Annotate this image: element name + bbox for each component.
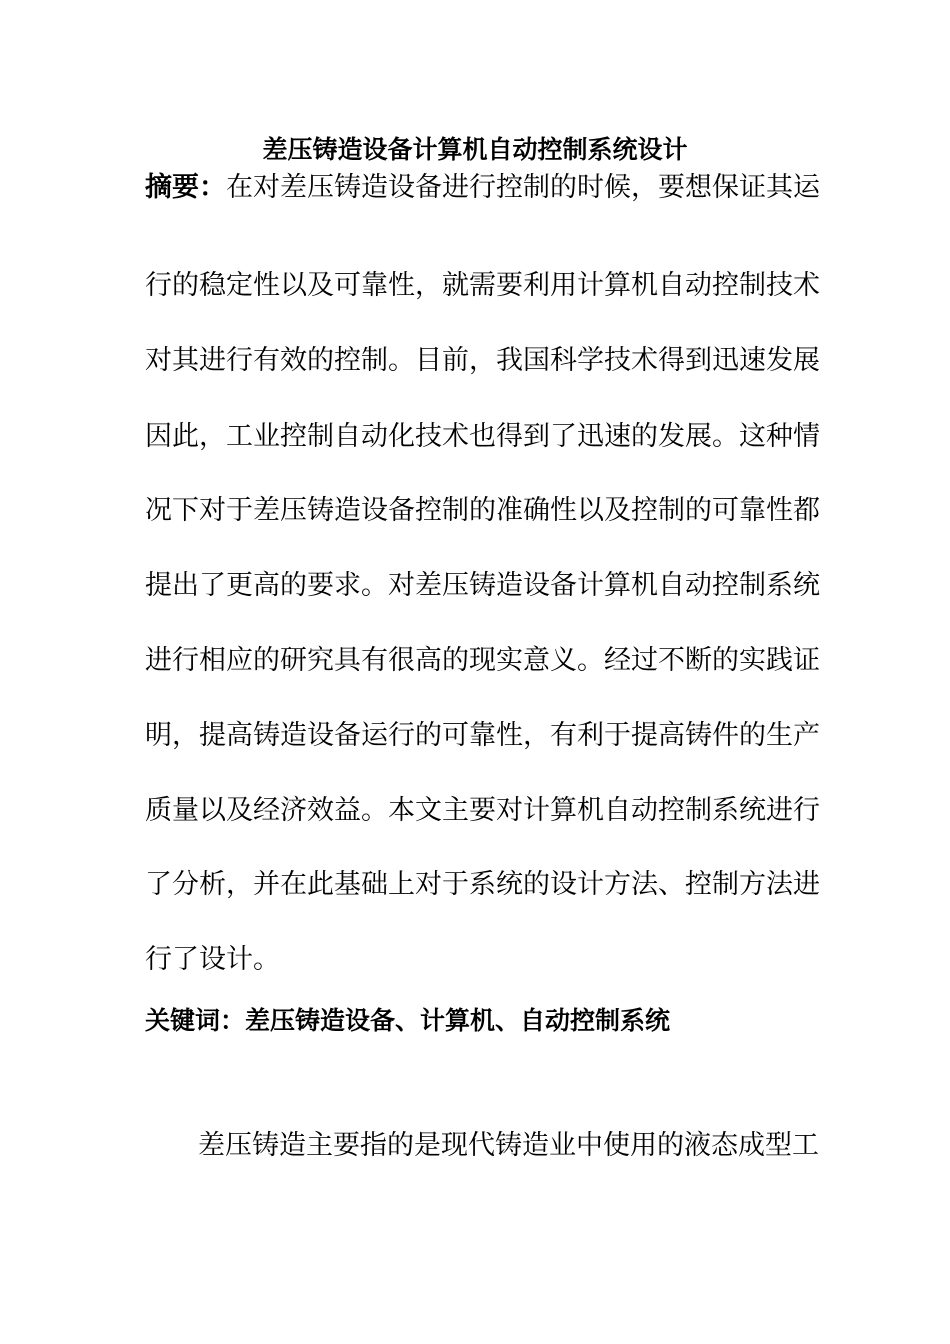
abstract-line-10: 了分析，并在此基础上对于系统的设计方法、控制方法进 (145, 869, 820, 900)
abstract-line-3: 对其进行有效的控制。目前，我国科学技术得到迅速发展 (145, 345, 820, 376)
abstract-line-1 (145, 170, 820, 206)
abstract-line-7: 进行相应的研究具有很高的现实意义。经过不断的实践证 (145, 645, 820, 676)
abstract-text: 在对差压铸造设备进行控制的时候，要想保证其运 (226, 172, 820, 203)
abstract-line-4: 因此，工业控制自动化技术也得到了迅速的发展。这种情 (145, 421, 820, 452)
keywords-line: 关键词：差压铸造设备、计算机、自动控制系统 (145, 1006, 671, 1035)
abstract-line-6: 提出了更高的要求。对差压铸造设备计算机自动控制系统 (145, 570, 820, 601)
abstract-line-9: 质量以及经济效益。本文主要对计算机自动控制系统进行 (145, 795, 820, 826)
document-title: 差压铸造设备计算机自动控制系统设计 (262, 135, 688, 164)
abstract-line-11: 行了设计。 (145, 944, 280, 975)
abstract-line-8: 明，提高铸造设备运行的可靠性，有利于提高铸件的生产 (145, 720, 820, 751)
body-paragraph-first-line: 差压铸造主要指的是现代铸造业中使用的液态成型工 (198, 1130, 819, 1161)
abstract-line-5: 况下对于差压铸造设备控制的准确性以及控制的可靠性都 (145, 495, 820, 526)
abstract-label: 摘要： (145, 172, 226, 203)
abstract-line-2: 行的稳定性以及可靠性，就需要利用计算机自动控制技术 (145, 270, 820, 301)
